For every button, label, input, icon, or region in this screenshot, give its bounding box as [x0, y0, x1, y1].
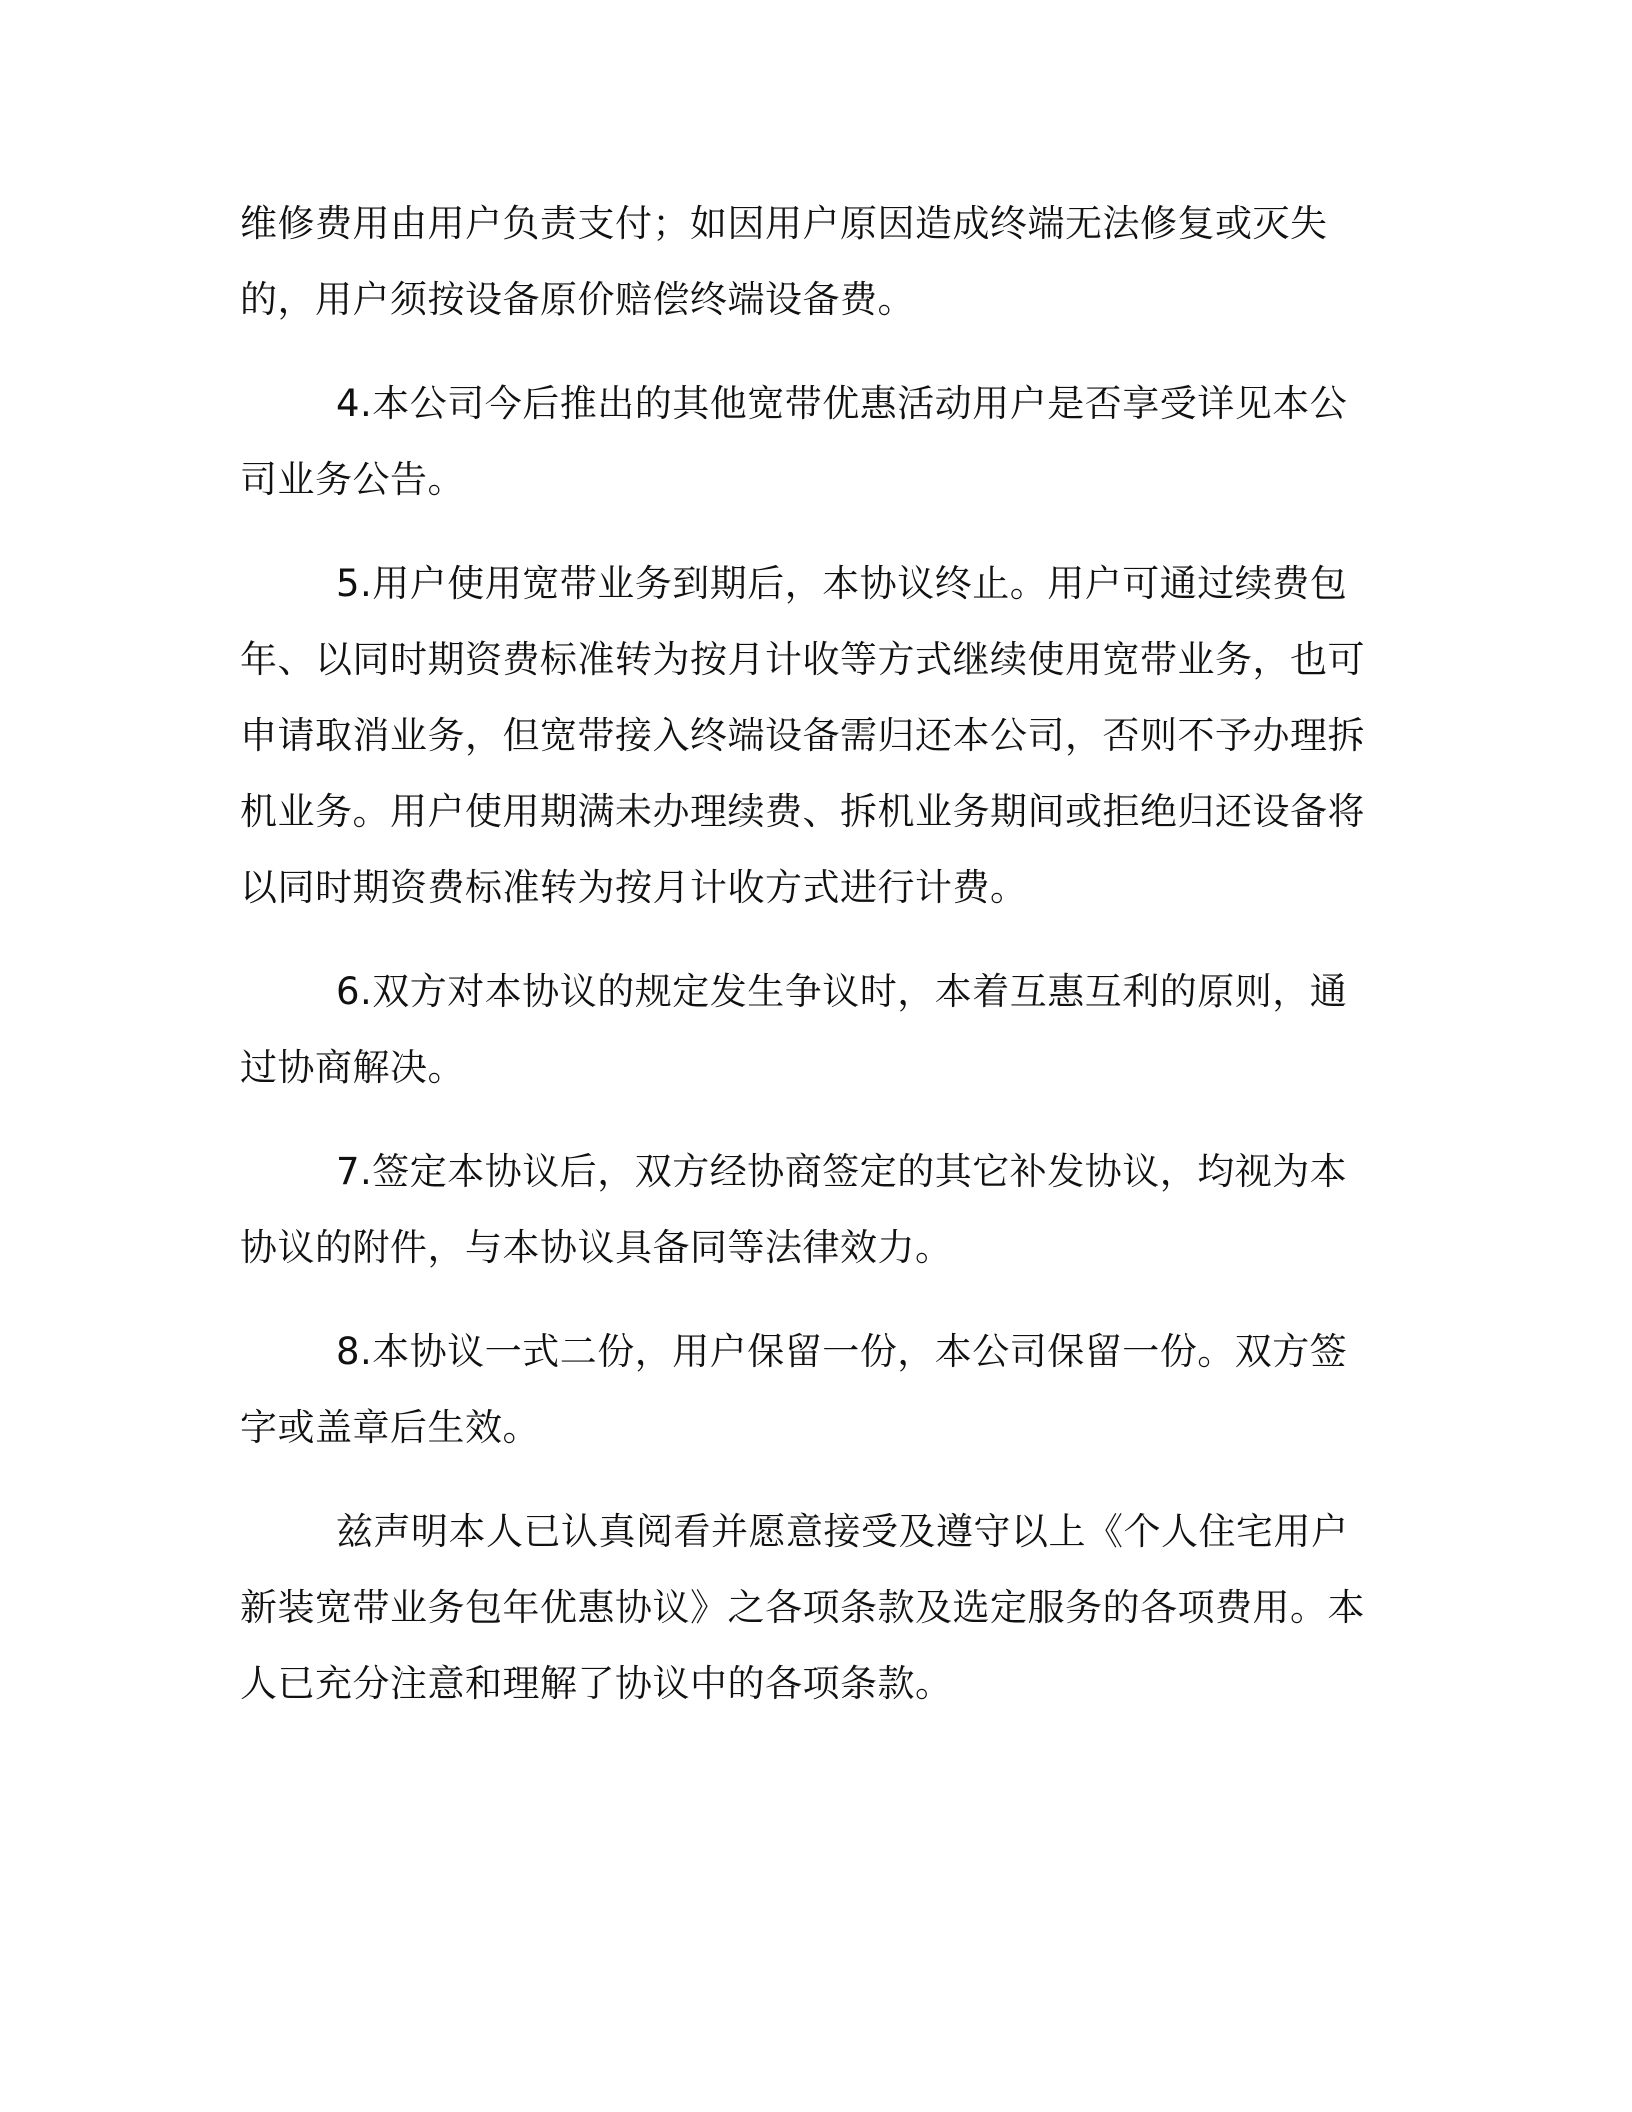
paragraph-item-5: 5.用户使用宽带业务到期后，本协议终止。用户可通过续费包年、以同时期资费标准转为按月计收等方式继续使用宽带业务，也可申请取消业务，但宽带接入终端设备需归还本公司，否则不予办理拆机业务。用户使用期满未办理续费、拆机业务期间或拒绝归还设备将以同时期资费标准转为按月计收方式进行计费。	[240, 562, 1365, 909]
document-body	[240, 186, 1380, 1722]
paragraph-item-4: 4.本公司今后推出的其他宽带优惠活动用户是否享受详见本公司业务公告。	[240, 382, 1348, 501]
paragraph-continuation: 维修费用由用户负责支付；如因用户原因造成终端无法修复或灭失的，用户须按设备原价赔偿终端设备费。	[240, 202, 1328, 321]
paragraph-item-8: 8.本协议一式二份，用户保留一份，本公司保留一份。双方签字或盖章后生效。	[240, 1330, 1348, 1449]
paragraph-declaration: 兹声明本人已认真阅看并愿意接受及遵守以上《个人住宅用户新装宽带业务包年优惠协议》之各项条款及选定服务的各项费用。本人已充分注意和理解了协议中的各项条款。	[240, 1510, 1365, 1705]
paragraph-item-7: 7.签定本协议后，双方经协商签定的其它补发协议，均视为本协议的附件，与本协议具备同等法律效力。	[240, 1150, 1348, 1269]
paragraph-item-6: 6.双方对本协议的规定发生争议时，本着互惠互利的原则，通过协商解决。	[240, 970, 1348, 1089]
